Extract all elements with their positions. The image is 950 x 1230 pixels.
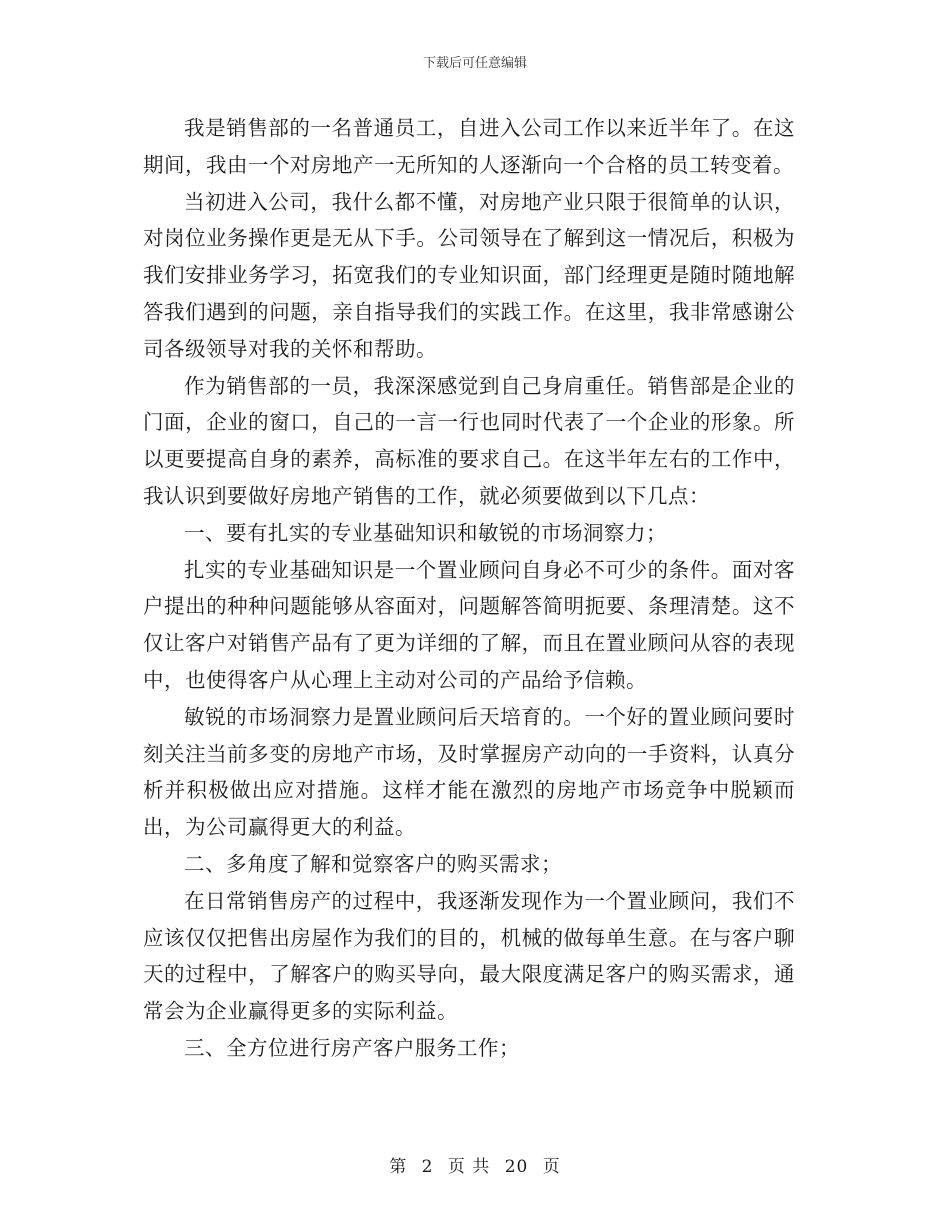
paragraph-1: 我是销售部的一名普通员工，自进入公司工作以来近半年了。在这期间，我由一个对房地产一无所知的人逐渐向一个合格的员工转变着。 (143, 116, 795, 177)
paragraph-6: 在日常销售房产的过程中，我逐渐发现作为一个置业顾问，我们不应该仅仅把售出房屋作为我们的目的，机械的做每单生意。在与客户聊天的过程中，了解客户的购买导向，最大限度满足客户的购买需求，通常会为企业赢得更多的实际利益。 (143, 888, 795, 1024)
section-heading-1: 一、要有扎实的专业基础知识和敏锐的市场洞察力； (184, 520, 667, 545)
section-heading-3: 三、全方位进行房产客户服务工作； (184, 1035, 520, 1060)
document-body (143, 110, 795, 1067)
footer-middle: 页 共 (447, 1157, 491, 1177)
section-heading-2: 二、多角度了解和觉察客户的购买需求； (184, 851, 562, 876)
footer-suffix: 页 (542, 1157, 561, 1177)
footer-total-pages: 20 (504, 1157, 529, 1177)
paragraph-3: 作为销售部的一员，我深深感觉到自己身肩重任。销售部是企业的门面，企业的窗口，自己的一言一行也同时代表了一个企业的形象。所以更要提高自身的素养，高标准的要求自己。在这半年左右的工作中，我认识到要做好房地产销售的工作，就必须要做到以下几点： (143, 373, 795, 508)
header-note: 下载后可任意编辑 (422, 56, 527, 71)
page-footer (0, 1152, 950, 1177)
paragraph-2: 当初进入公司，我什么都不懂，对房地产业只限于很简单的认识，对岗位业务操作更是无从下手。公司领导在了解到这一情况后，积极为我们安排业务学习，拓宽我们的专业知识面，部门经理更是随时随地解答我们遇到的问题，亲自指导我们的实践工作。在这里，我非常感谢公司各级领导对我的关怀和帮助。 (143, 189, 795, 361)
paragraph-5: 敏锐的市场洞察力是置业顾问后天培育的。一个好的置业顾问要时刻关注当前多变的房地产市场，及时掌握房产动向的一手资料，认真分析并积极做出应对措施。这样才能在激烈的房地产市场竞争中脱颖而出，为公司赢得更大的利益。 (143, 704, 795, 840)
paragraph-4: 扎实的专业基础知识是一个置业顾问自身必不可少的条件。面对客户提出的种种问题能够从容面对，问题解答简明扼要、条理清楚。这不仅让客户对销售产品有了更为详细的了解，而且在置业顾问从容的表现中，也使得客户从心理上主动对公司的产品给予信赖。 (143, 557, 795, 692)
footer-page-number: 2 (421, 1157, 434, 1177)
footer-prefix: 第 (389, 1157, 408, 1177)
